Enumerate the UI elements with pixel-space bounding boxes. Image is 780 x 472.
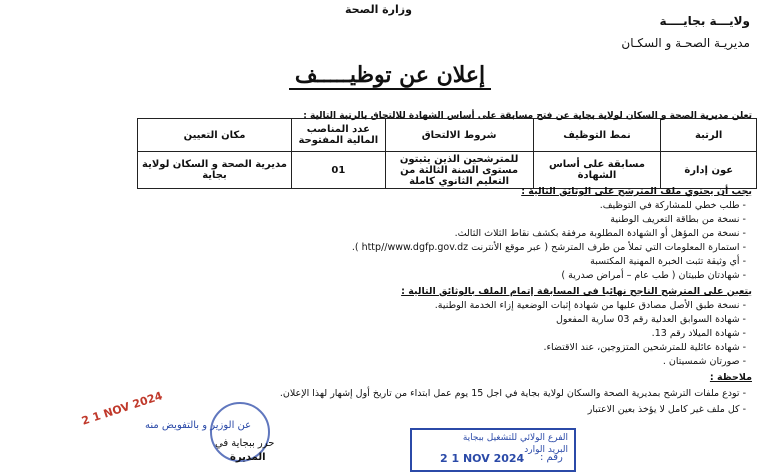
notes-heading: ملاحظة :: [709, 372, 752, 383]
signature-date: 2 1 NOV 2024: [80, 389, 165, 428]
signature-line2: حرر ببجاية في: [215, 438, 275, 449]
stamp-line2: البريد الوارد: [524, 445, 568, 455]
list-item: - تودع ملفات الترشح بمديرية الصحة والسكان لولاية بجاية في اجل 15 يوم عمل ابتداء من تاريخ أول إشهار لهذا الإعلان.: [279, 388, 746, 399]
reception-stamp: [410, 428, 576, 472]
list-item: - نسخة طبق الأصل مصادق عليها من شهادة إثبات الوضعية إزاء الخدمة الوطنية.: [434, 300, 746, 311]
list-item: - نسخة من المؤهل أو الشهادة المطلوبة مرفقة بكشف نقاط الثلاث الثالث.: [454, 228, 746, 239]
stamp-line1: الفرع الولائي للتشغيل ببجاية: [462, 433, 568, 443]
list-item: - طلب خطي للمشاركة في التوظيف.: [599, 200, 746, 211]
header-rank: الرتبة: [661, 119, 757, 152]
list-item: - شهادتان طبيتان ( طب عام – أمراض صدرية ): [561, 270, 746, 281]
signature-line1: عن الوزير و بالتفويض منه: [145, 420, 252, 431]
page-title: إعلان عن توظيـــــف: [0, 62, 780, 88]
list-item: - أي وثيقة تثبت الخبرة المهنية المكتسبة: [590, 256, 746, 267]
signature-line3: المديرة: [230, 452, 266, 463]
cell-posts: 01: [292, 152, 386, 189]
header-location: مكان التعيين: [138, 119, 292, 152]
stamp-date: 2 1 NOV 2024: [440, 452, 525, 465]
cell-location: مديرية الصحة و السكان لولاية بجاية: [138, 152, 292, 189]
table-row: [138, 152, 757, 189]
list-item: - شهادة السوابق العدلية رقم 03 سارية المفعول: [555, 314, 746, 325]
list-item: - كل ملف غير كامل لا يؤخذ بعين الاعتبار: [587, 404, 746, 415]
header-conditions: شروط الالتحاق: [385, 119, 533, 152]
final-docs-heading: يتعين على المترشح الناجح نهائيا في المسابقة إتمام الملف بالوثائق التالية :: [401, 286, 752, 297]
list-item: - صورتان شمسيتان .: [662, 356, 746, 367]
table-header-row: [138, 119, 757, 152]
stamp-line3: رقم :: [540, 452, 563, 463]
list-item: - نسخة من بطاقة التعريف الوطنية: [610, 214, 746, 225]
wilaya-label: ولايـــة بجايــــة: [659, 14, 750, 28]
ministry-label: وزارة الصحة: [345, 3, 412, 16]
list-item: - استمارة المعلومات التي تملأ من طرف المترشح ( عبر موقع الأنترنت http//www.dgfp.gov.dz ).: [351, 242, 746, 253]
cell-rank: عون إدارة: [661, 152, 757, 189]
header-mode: نمط التوظيف: [533, 119, 661, 152]
list-item: - شهادة الميلاد رقم 13.: [651, 328, 746, 339]
header-posts: عدد المناصب المالية المفتوحة: [292, 119, 386, 152]
intro-text: تعلن مديرية الصحة و السكان لولاية بجاية عن فتح مسابقة على أساس الشهادة للالتحاق بالرتبة التالية :: [303, 111, 752, 121]
cell-conditions: للمترشحين الذين يثبتون مستوى السنة الثالثة من التعليم الثانوي كاملة: [385, 152, 533, 189]
directorate-label: مديريـة الصحـة و السكـان: [621, 36, 750, 50]
list-item: - شهادة عائلية للمترشحين المتزوجين، عند الاقتضاء.: [543, 342, 746, 353]
cell-mode: مسابقة على أساس الشهادة: [533, 152, 661, 189]
positions-table: [137, 118, 757, 189]
docs-heading: يجب أن يحتوي ملف المترشح على الوثائق التالية :: [521, 186, 752, 197]
